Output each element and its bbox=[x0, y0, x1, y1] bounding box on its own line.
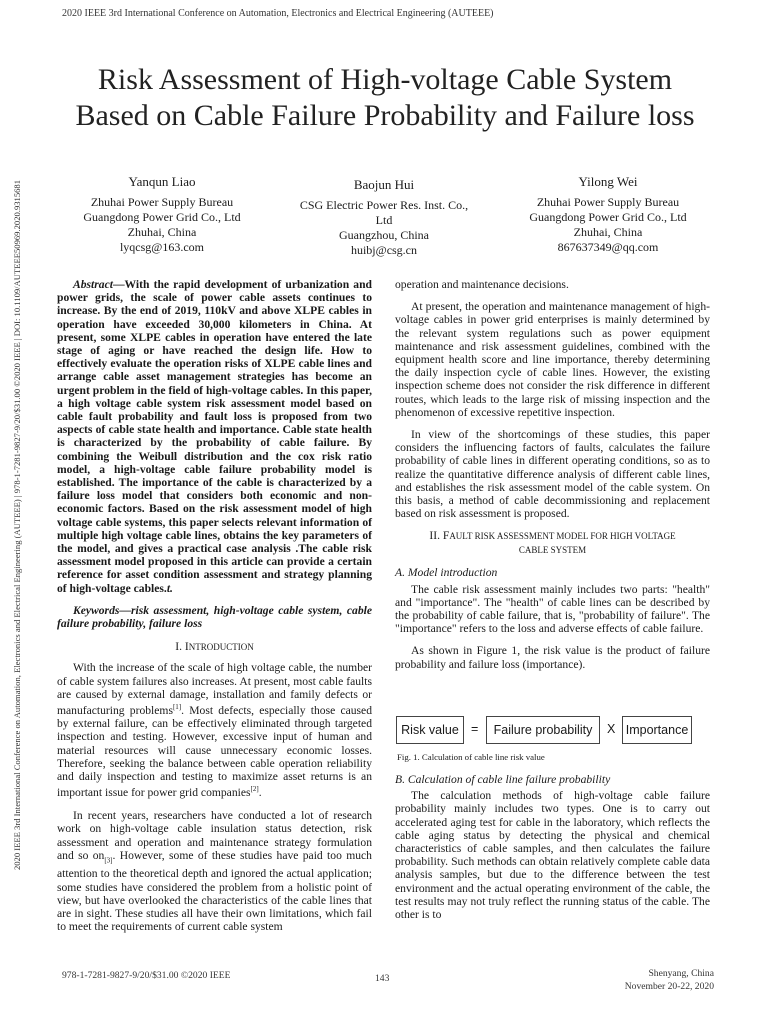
paragraph-continued: operation and maintenance decisions. bbox=[395, 278, 569, 291]
paragraph-shortcomings: In view of the shortcomings of these studies, this paper considers the influencing factors of faults, calculates the failure probability of cable lines in different operating conditions, so as to realize the quantitative difference analysis of different cable lines, and establishes the risk assessment model of the cable system. On this basis, a method of cable decommissioning and replacement based on risk assessment is proposed. bbox=[395, 428, 710, 521]
author-name: Yilong Wei bbox=[578, 174, 638, 189]
author-block-3 bbox=[508, 174, 708, 255]
multiply-sign: X bbox=[607, 722, 616, 736]
author-affiliation: Guangdong Power Grid Co., Ltd bbox=[529, 210, 687, 224]
figure-caption: Fig. 1. Calculation of cable line risk value bbox=[397, 752, 545, 762]
keywords-text: —risk assessment, high-voltage cable system, cable failure probability, failure loss bbox=[57, 603, 372, 631]
section-heading-fault-risk: II. FAULT RISK ASSESSMENT MODEL FOR HIGH VOLTAGE CABLE SYSTEM bbox=[429, 529, 676, 556]
right-column-bottom bbox=[395, 773, 710, 921]
paper-title bbox=[40, 62, 730, 134]
author-email[interactable]: huibj@csg.cn bbox=[350, 243, 418, 257]
author-affiliation: Zhuhai Power Supply Bureau bbox=[536, 195, 680, 209]
author-location: Zhuhai, China bbox=[573, 225, 643, 239]
title-line-1: Risk Assessment of High-voltage Cable System bbox=[97, 63, 673, 96]
intro-paragraph-2: In recent years, researchers have conducted a lot of research work on high-voltage cable insulation status detection, risk assessment and operation and maintenance strategy formulation and so $on_{[3]}$. However, some of these studies have paid too much attention to the theoretical depth and ignored the actual application; some studies have considered the problem from a holistic point of view, but have overlooked the characteristics of the cable lines that are in sight. These studies all have their own limitations, which fail to meet the requirements of current cable system bbox=[57, 809, 372, 934]
author-block-2 bbox=[284, 177, 484, 258]
footer-isbn: 978-1-7281-9827-9/20/$31.00 ©2020 IEEE bbox=[62, 970, 231, 981]
author-affiliation: Guangdong Power Grid Co., Ltd bbox=[83, 210, 241, 224]
keywords-label: Keywords bbox=[73, 603, 120, 617]
citation-ref[interactable]: [3] bbox=[104, 856, 113, 865]
paragraph-model-intro: The cable risk assessment mainly includes two parts: "health" and "importance". The "health" of cable lines can be described by the probability of cable failure, that is, "probability of failure". The "importance" refers to the loss and adverse effects of cable failure. bbox=[395, 582, 710, 636]
risk-value-box: Risk value bbox=[396, 716, 464, 744]
author-location: Guangzhou, China bbox=[339, 228, 429, 242]
title-line-2: Based on Cable Failure Probability and Failure loss bbox=[75, 99, 695, 132]
importance-box: Importance bbox=[622, 716, 692, 744]
author-email[interactable]: 867637349@qq.com bbox=[557, 240, 659, 254]
author-location: Zhuhai, China bbox=[127, 225, 197, 239]
paragraph-calculation-methods: The calculation methods of high-voltage cable failure probability mainly includes two types. One is to carry out accelerated aging test for cable in the laboratory, which reflects the cable aging status by detecting the physical and chemical characteristics of cable samples, and then calculates the failure probability. Such methods can obtain relatively complete cable data analysis samples, but due to the difference between the test environment and the actual operating environment of the cable, the test results may not truly reflect the running status of the cable. The other is to bbox=[395, 789, 710, 922]
footer-city: Shenyang, China bbox=[648, 968, 714, 979]
section-heading-introduction: I. INTRODUCTION bbox=[175, 640, 254, 654]
citation-ref[interactable]: [2] bbox=[250, 785, 259, 794]
abstract-text: With the rapid development of urbanization and power grids, the scale of power cable assets continues to increase. By the end of 2019, 110kV and above XLPE cables in operation have exceeded 30,000 kilometers in China. At present, some XLPE cables in operation have entered the late stage of aging or have reached the design life. How to effectively evaluate the operation risks of XLPE cable lines and arrange cable asset management strategies has become an urgent problem in the field of high-voltage cables. In this paper, a high voltage cable system risk assessment model based on cable fault probability and fault loss is proposed from two aspects of cable state health and importance. Cable state health is characterized by the probability of cable failure. By combining the Weibull distribution and the cox risk ratio model, a high-voltage cable failure probability model is established. The importance of the cable is characterized by a failure loss model that considers both economic and non-economic factors. Based on the risk assessment model of high voltage cable systems, this paper selects relevant information of multiple high voltage cable lines, obtains the key parameters of the model, and gives a practical case analysis .The cable risk assessment model proposed in this article can provide a certain reference for asset condition assessment and strategy planning of high-voltage cables. bbox=[57, 278, 372, 595]
subsection-heading-model: A. Model introduction bbox=[395, 566, 498, 580]
subsection-heading-failure-probability: B. Calculation of cable line failure probability bbox=[395, 773, 611, 786]
author-block-1 bbox=[62, 174, 262, 255]
side-margin-text: 2020 IEEE 3rd International Conference on Automation, Electronics and Electrical Engineering (AUTEEE) | 978-1-7281-9827-9/20/$31.00 ©2020 IEEE | DOI: 10.1109/AUTEEE50969.2020.9315681 bbox=[12, 179, 22, 871]
right-column-top bbox=[395, 278, 710, 671]
page-number: 143 bbox=[375, 973, 390, 984]
author-affiliation: Ltd bbox=[375, 213, 393, 227]
author-affiliation: CSG Electric Power Res. Inst. Co., bbox=[299, 198, 469, 212]
author-email[interactable]: lyqcsg@163.com bbox=[119, 240, 205, 254]
abstract: Abstract—With the rapid development of urbanization and power grids, the scale of power cable assets continues to increase. By the end of 2019, 110kV and above XLPE cables in operation have exceeded 30,000 kilometers in China. At present, some XLPE cables in operation have entered the late stage of aging or have reached the design life. How to effectively evaluate the operation risks of XLPE cable lines and arrange cable asset management strategies has become an urgent problem in the field of high-voltage cables. In this paper, a high voltage cable system risk assessment model based on cable fault probability and fault loss is proposed from two aspects of cable state health and importance. Cable state health is characterized by the probability of cable failure. By combining the Weibull distribution and the cox risk ratio model, a high-voltage cable failure probability model is established. The importance of the cable is characterized by a failure loss model that considers both economic and non-economic factors. Based on the risk assessment model of high voltage cable systems, this paper selects relevant information of multiple high voltage cable lines, obtains the key parameters of the model, and gives a practical case analysis .The cable risk assessment model proposed in this article can provide a certain reference for asset condition assessment and strategy planning of high-voltage cables.t. bbox=[57, 278, 372, 595]
citation-ref[interactable]: [1] bbox=[172, 703, 182, 712]
author-name: Baojun Hui bbox=[353, 177, 415, 192]
left-column bbox=[57, 278, 372, 933]
author-name: Yanqun Liao bbox=[128, 174, 196, 189]
paragraph-maintenance: At present, the operation and maintenance management of high-voltage cables in power grid enterprises is mainly determined by the relevant system regulations such as power equipment maintenance and risk assessment guidelines, combined with the equipment health score and line importance, thereby determining the daily inspection cycle of cable lines. However, the existing inspection scheme does not consider the risk difference in different routes, which leads to the large risk of missing inspection and the phenomenon of excessive repetitive inspection. bbox=[395, 300, 710, 419]
author-affiliation: Zhuhai Power Supply Bureau bbox=[90, 195, 234, 209]
footer-date: November 20-22, 2020 bbox=[624, 981, 714, 992]
failure-probability-box: Failure probability bbox=[486, 716, 600, 744]
paragraph-figure-ref: As shown in Figure 1, the risk value is the product of failure probability and failure loss (importance). bbox=[395, 644, 710, 671]
conference-header: 2020 IEEE 3rd International Conference on Automation, Electronics and Electrical Engineering (AUTEEE) bbox=[62, 8, 494, 19]
intro-paragraph-1: With the increase of the scale of high voltage cable, the number of cable system failures also increases. At present, most cable faults are caused by external damage, installation and family defects or manufacturing problems[1]. Most defects, especially those caused by external failure, can be effectively eliminated through targeted inspection and testing. However, excessive input of human and material resources will cause unnecessary economic losses. Therefore, seeking the balance between cable operation reliability and daily inspection and testing to maximize asset returns is an important issue for power grid companies[2]. bbox=[57, 661, 373, 800]
equals-sign: = bbox=[471, 722, 479, 736]
side-margin bbox=[9, 120, 25, 930]
keywords bbox=[57, 604, 372, 630]
abstract-label: Abstract bbox=[73, 278, 113, 291]
